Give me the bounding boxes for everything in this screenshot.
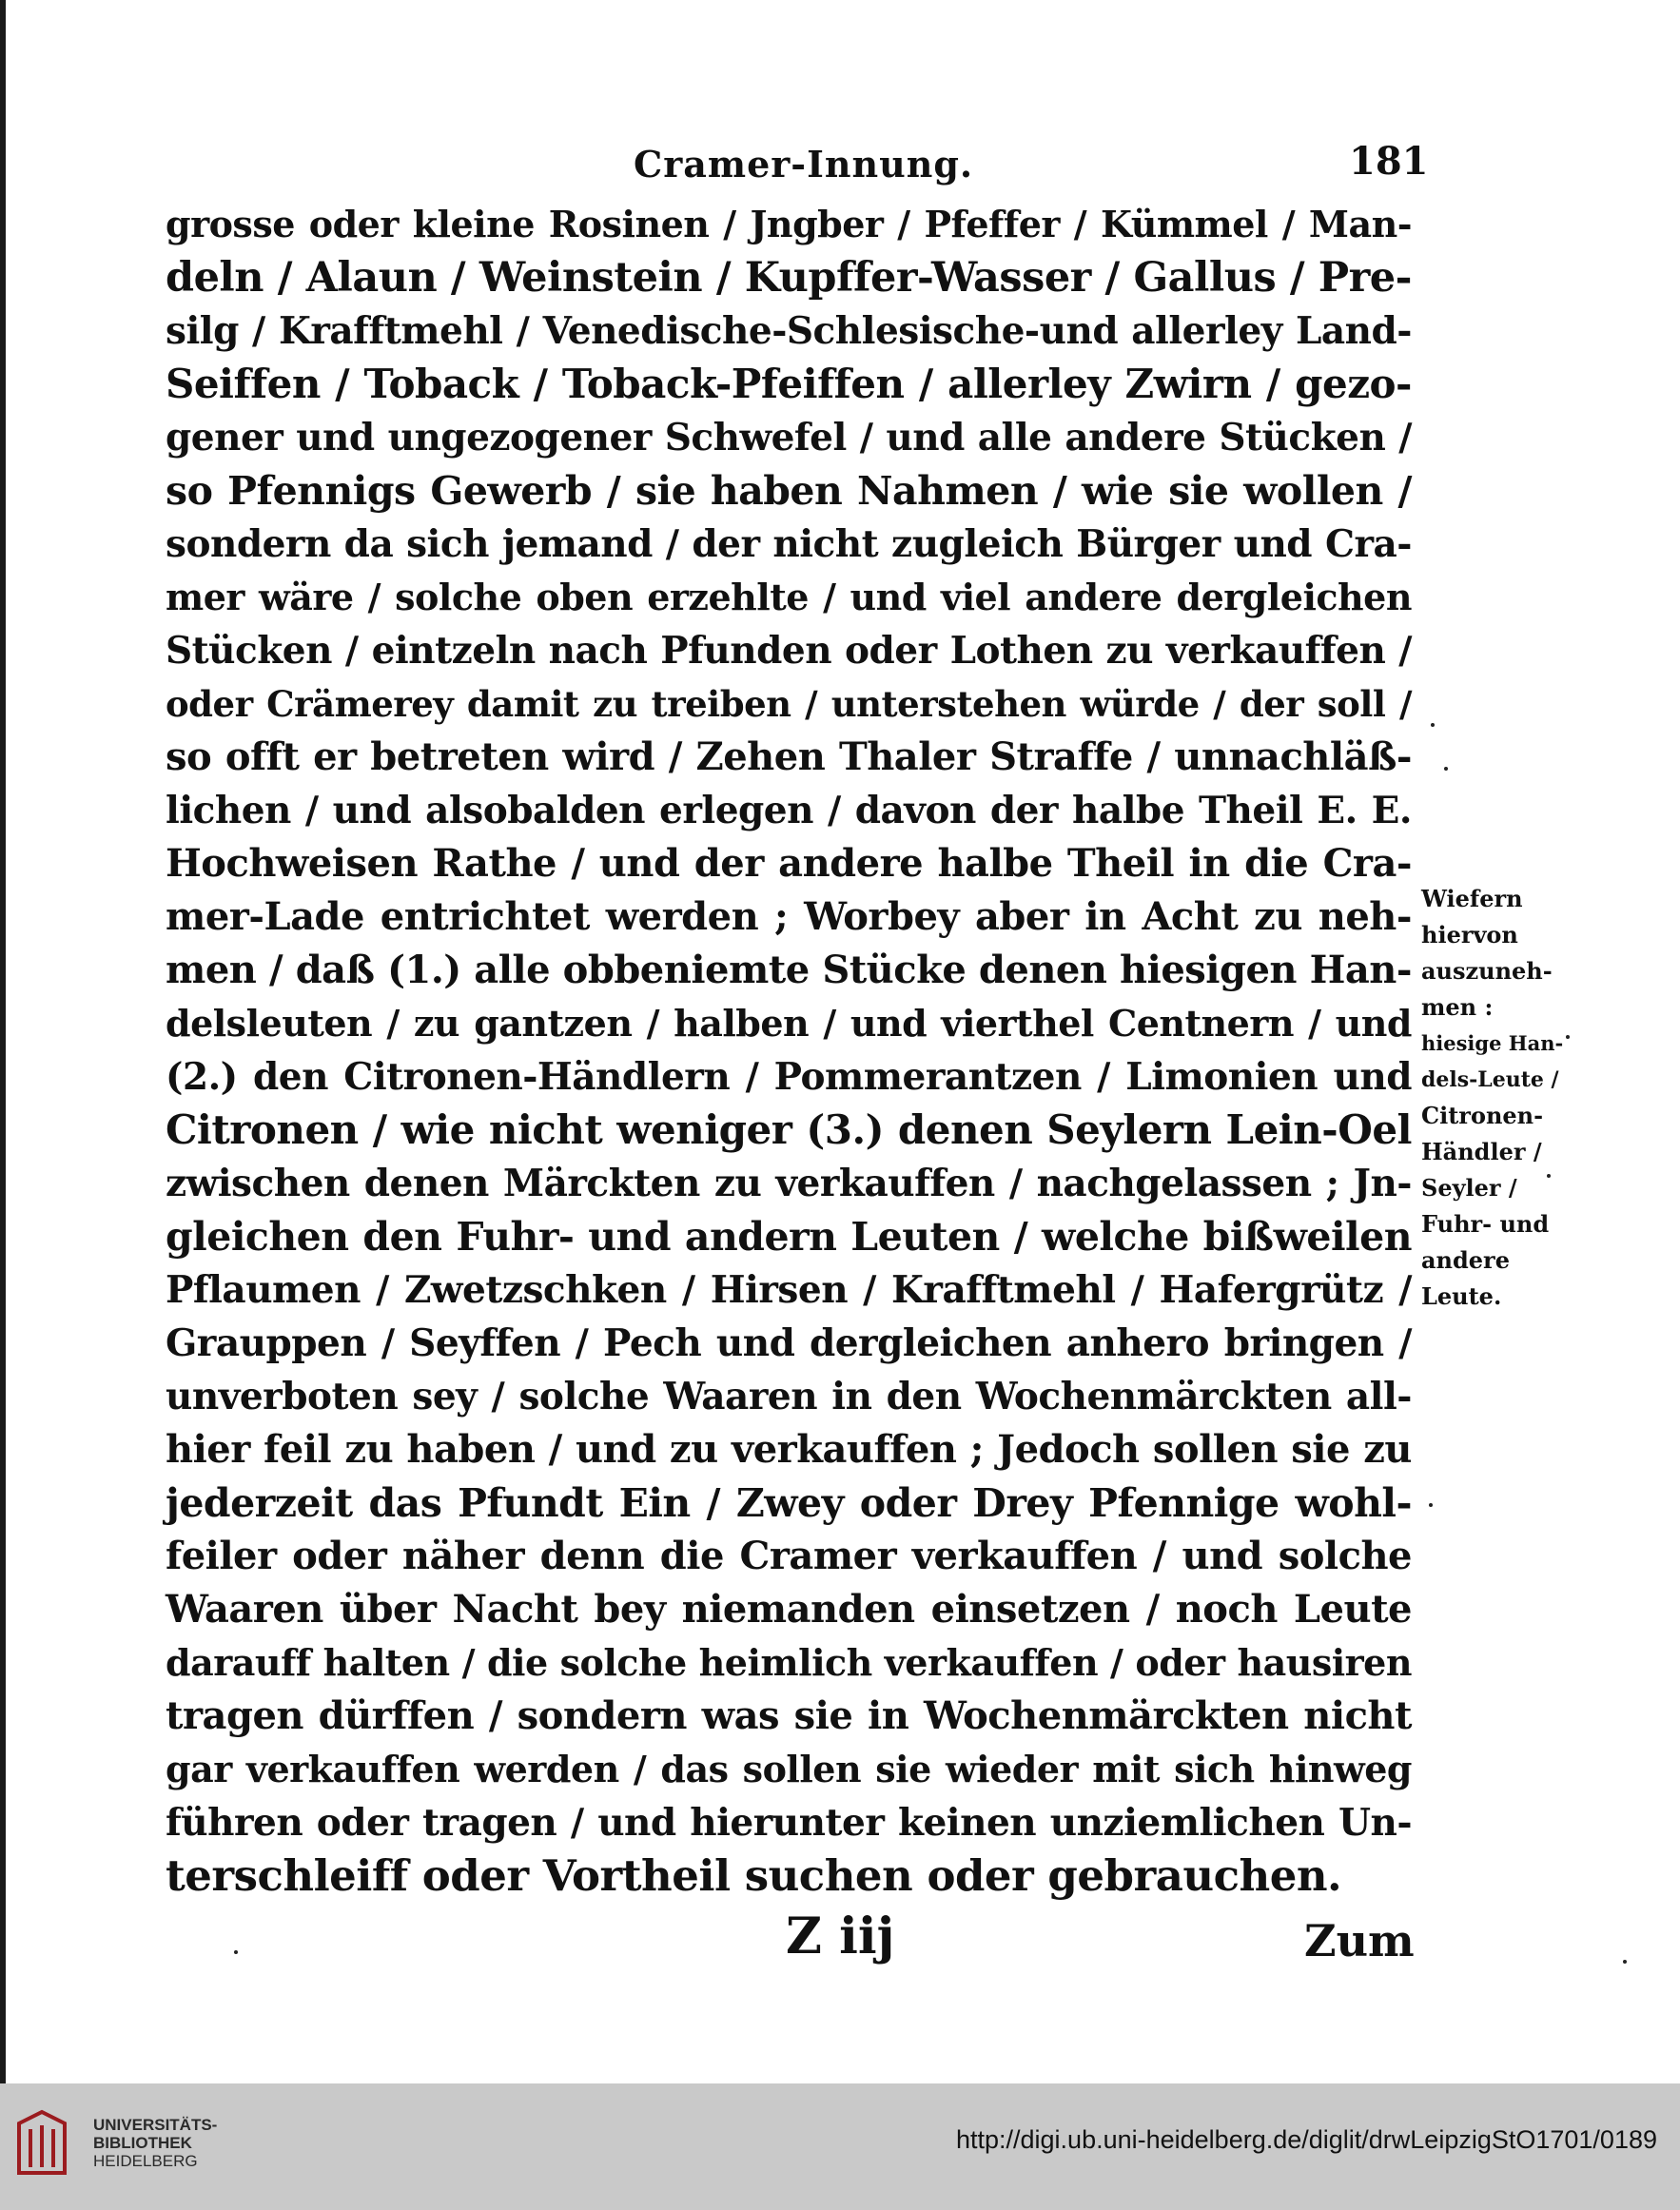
margin-note-line: Citronen-: [1421, 1102, 1544, 1129]
scan-speck: [1566, 1035, 1570, 1039]
margin-note-line: Händler /: [1421, 1138, 1542, 1165]
viewer-footer-bar: [0, 2083, 1680, 2210]
text-line: lichen / und alsobalden erlegen / davon der halbe Theil E. E.: [166, 789, 1412, 832]
text-line: Waaren über Nacht bey niemanden einsetzen / noch Leute: [166, 1587, 1412, 1632]
margin-note-line: Leute.: [1421, 1282, 1502, 1310]
library-name-line: HEIDELBERG: [93, 2152, 198, 2170]
running-head: Cramer-Innung.: [634, 143, 974, 186]
text-line: sondern da sich jemand / der nicht zugleich Bürger und Cra-: [166, 522, 1412, 566]
margin-note-line: dels-Leute /: [1421, 1067, 1559, 1092]
text-line: Seiffen / Toback / Toback-Pfeiffen / allerley Zwirn / gezo-: [166, 361, 1412, 407]
text-line: darauff halten / die solche heimlich verkauffen / oder hausiren: [166, 1641, 1412, 1684]
text-line: jederzeit das Pfundt Ein / Zwey oder Drey Pfennige wohl-: [166, 1480, 1412, 1526]
margin-note-line: Wiefern: [1421, 885, 1523, 912]
margin-note-line: hiesige Han-: [1421, 1031, 1564, 1055]
body-text: [166, 198, 1412, 1903]
scan-speck: [1444, 767, 1448, 771]
catchword: Zum: [1304, 1915, 1415, 1966]
text-line: unverboten sey / solche Waaren in den Wochenmärckten all-: [166, 1375, 1412, 1418]
scan-speck: [1431, 723, 1435, 727]
margin-notes: [1421, 881, 1564, 1315]
text-line: terschleiff oder Vortheil suchen oder gebrauchen.: [166, 1850, 1342, 1901]
text-line: hier feil zu haben / und zu verkauffen ; Jedoch sollen sie zu: [166, 1427, 1412, 1472]
text-line: gar verkauffen werden / das sollen sie wieder mit sich hinweg: [166, 1748, 1412, 1790]
margin-note-line: hiervon: [1421, 921, 1518, 949]
library-name-line: BIBLIOTHEK: [93, 2134, 192, 2152]
text-line: Pflaumen / Zwetzschken / Hirsen / Krafftmehl / Hafergrütz /: [166, 1268, 1412, 1312]
margin-note-line: Fuhr- und: [1421, 1210, 1550, 1238]
text-line: Hochweisen Rathe / und der andere halbe Theil in die Cra-: [166, 841, 1412, 886]
page-number: 181: [1349, 139, 1429, 184]
margin-note-line: men :: [1421, 993, 1494, 1021]
scan-speck: [1429, 1503, 1433, 1507]
text-line: oder Crämerey damit zu treiben / unterstehen würde / der soll /: [166, 683, 1412, 725]
margin-note-line: andere: [1421, 1246, 1510, 1274]
margin-note-line: auszuneh-: [1421, 957, 1553, 985]
signature-mark: Z iij: [786, 1907, 895, 1966]
library-logo-icon: [13, 2104, 70, 2181]
library-name: [93, 2116, 217, 2170]
library-name-line: UNIVERSITÄTS-: [93, 2116, 218, 2134]
text-line: tragen dürffen / sondern was sie in Wochenmärckten nicht: [166, 1693, 1412, 1738]
scan-speck: [1623, 1960, 1627, 1964]
book-page: [6, 0, 1680, 2083]
text-line: gleichen den Fuhr- und andern Leuten / welche bißweilen: [166, 1214, 1412, 1260]
text-line: so offt er betreten wird / Zehen Thaler Straffe / unnachläß-: [166, 734, 1412, 779]
text-line: mer-Lade entrichtet werden ; Worbey aber in Acht zu neh-: [166, 894, 1412, 939]
text-line: mer wäre / solche oben erzehlte / und viel andere dergleichen: [166, 576, 1412, 618]
scan-speck: [1547, 1174, 1551, 1178]
text-line: grosse oder kleine Rosinen / Jngber / Pfeffer / Kümmel / Man-: [166, 203, 1412, 245]
text-line: men / daß (1.) alle obbeniemte Stücke denen hiesigen Han-: [166, 948, 1412, 992]
page-header: [6, 133, 1680, 190]
text-line: so Pfennigs Gewerb / sie haben Nahmen / wie sie wollen /: [166, 468, 1412, 514]
text-line: feiler oder näher denn die Cramer verkauffen / und solche: [166, 1534, 1412, 1578]
text-line: (2.) den Citronen-Händlern / Pommerantzen / Limonien und: [166, 1055, 1412, 1099]
text-line: gener und ungezogener Schwefel / und alle andere Stücken /: [166, 416, 1412, 460]
text-line: Stücken / eintzeln nach Pfunden oder Lothen zu verkauffen /: [166, 629, 1412, 673]
text-line: silg / Krafftmehl / Venedische-Schlesische-und allerley Land-: [166, 309, 1412, 353]
text-line: delsleuten / zu gantzen / halben / und vierthel Centnern / und: [166, 1002, 1412, 1045]
scan-speck: [234, 1950, 238, 1954]
text-line: Citronen / wie nicht weniger (3.) denen Seylern Lein-Oel: [166, 1106, 1412, 1153]
margin-note-line: Seyler /: [1421, 1174, 1517, 1202]
text-line: führen oder tragen / und hierunter keinen unziemlichen Un-: [166, 1801, 1412, 1845]
source-url-link[interactable]: http://digi.ub.uni-heidelberg.de/diglit/drwLeipzigStO1701/0189: [955, 2125, 1657, 2154]
text-line: deln / Alaun / Weinstein / Kupffer-Wasser / Gallus / Pre-: [166, 254, 1412, 302]
text-line: Grauppen / Seyffen / Pech und dergleichen anhero bringen /: [166, 1321, 1412, 1365]
page-footer: [6, 1907, 1680, 1984]
text-line: zwischen denen Märckten zu verkauffen / nachgelassen ; Jn-: [166, 1162, 1412, 1205]
